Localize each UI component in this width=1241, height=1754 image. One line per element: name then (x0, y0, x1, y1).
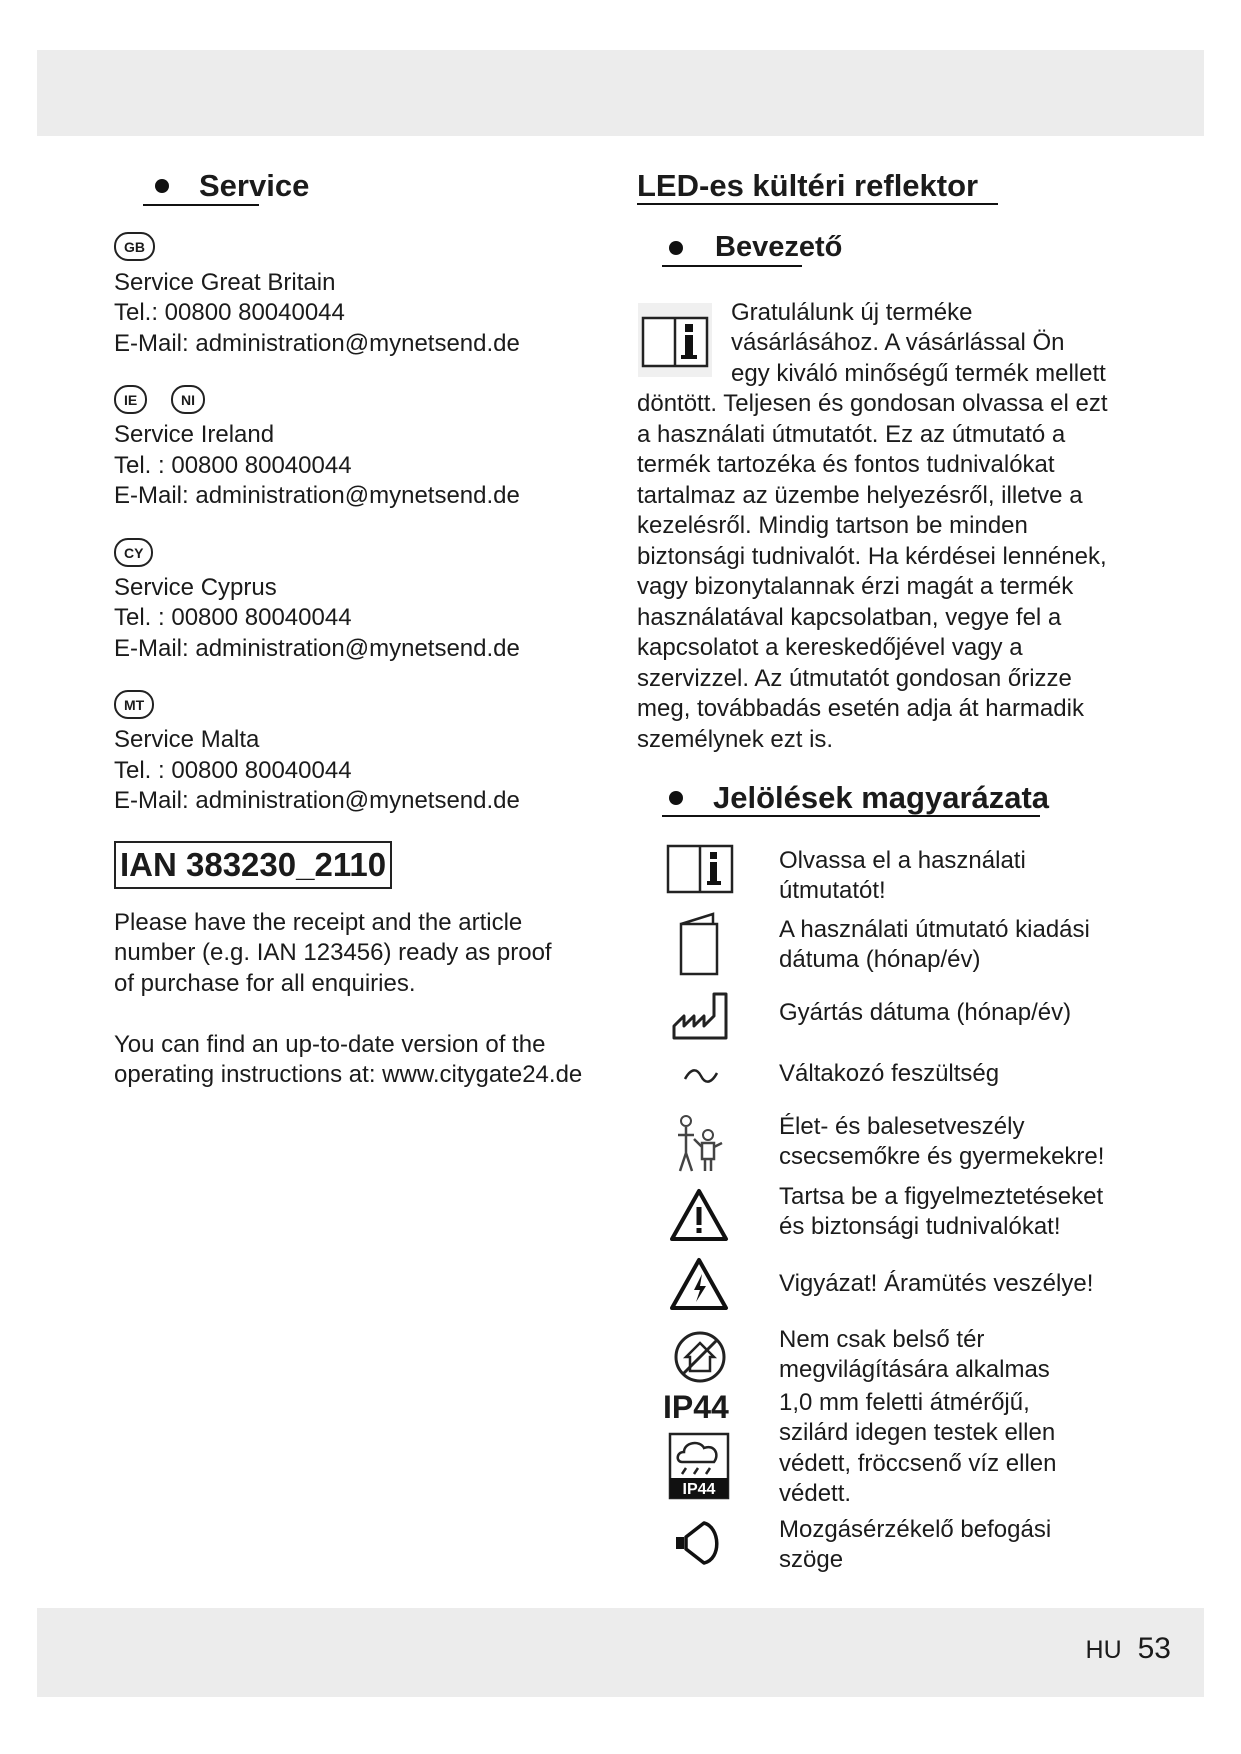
country-badge-cy: CY (114, 538, 153, 567)
service-tel-gb: Tel.: 00800 80040044 (114, 299, 345, 326)
receipt-line-1: Please have the receipt and the article (114, 909, 523, 936)
symbol-text: védett, fröccsenő víz ellen (779, 1450, 1057, 1477)
country-badge-mt: MT (114, 690, 154, 719)
service-email-gb: E-Mail: administration@mynetsend.de (114, 330, 520, 357)
service-name-mt: Service Malta (114, 726, 260, 753)
symbol-text: dátuma (hónap/év) (779, 946, 981, 973)
ip44-icon-label: IP44 (682, 1481, 716, 1498)
symbol-text: 1,0 mm feletti átmérőjű, (779, 1389, 1030, 1416)
intro-body-line: kezelésről. Mindig tartson be minden (637, 512, 1028, 539)
service-name-cy: Service Cyprus (114, 574, 277, 601)
motion-sensor-icon (672, 1517, 728, 1569)
symbol-text: Mozgásérzékelő befogási (779, 1516, 1052, 1543)
ian-number: IAN 383230_2110 (114, 841, 392, 889)
online-line-2: operating instructions at: www.citygate24.de (114, 1061, 583, 1088)
service-tel-mt: Tel. : 00800 80040044 (114, 757, 352, 784)
intro-body-line: döntött. Teljesen és gondosan olvassa el ezt (637, 390, 1108, 417)
book-info-icon (637, 302, 713, 378)
not-indoor-icon (672, 1329, 728, 1385)
intro-body-line: tartalmaz az üzembe helyezésről, illetve a (637, 482, 1083, 509)
symbol-text: megvilágítására alkalmas (779, 1356, 1050, 1383)
language-code: HU (1085, 1636, 1122, 1664)
intro-body-line: a használati útmutatót. Ez az útmutató a (637, 421, 1066, 448)
intro-body-line: használatával kapcsolatban, vegye fel a (637, 604, 1062, 631)
country-badge-gb: GB (114, 232, 155, 261)
intro-body-line: biztonsági tudnivalót. Ha kérdései lennének, (637, 543, 1107, 570)
intro-heading-underline (662, 265, 802, 267)
symbol-text: Élet- és balesetveszély (779, 1113, 1025, 1140)
service-email-ie: E-Mail: administration@mynetsend.de (114, 482, 520, 509)
symbols-heading: Jelölések magyarázata (669, 780, 1049, 816)
receipt-line-2: number (e.g. IAN 123456) ready as proof (114, 939, 552, 966)
intro-body-line: termék tartozéka és fontos tudnivalókat (637, 451, 1055, 478)
symbol-text: Vigyázat! Áramütés veszélye! (779, 1270, 1094, 1297)
intro-body-line: szervizzel. Az útmutatót gondosan őrizze (637, 665, 1072, 692)
bullet-dot (669, 241, 683, 255)
symbol-text: csecsemőkre és gyermekekre! (779, 1143, 1105, 1170)
manual-booklet-icon (675, 910, 723, 978)
service-tel-ie: Tel. : 00800 80040044 (114, 452, 352, 479)
intro-line-3: egy kiváló minőségű termék mellett (731, 360, 1106, 387)
intro-line-2: vásárlásához. A vásárlással Ön (731, 329, 1065, 356)
symbol-text: A használati útmutató kiadási (779, 916, 1090, 943)
symbol-text: Gyártás dátuma (hónap/év) (779, 999, 1072, 1026)
ip44-icon (668, 1432, 730, 1500)
service-name-ie: Service Ireland (114, 421, 275, 448)
warning-triangle-icon (668, 1187, 730, 1243)
page-number: 53 (1137, 1632, 1171, 1665)
service-tel-cy: Tel. : 00800 80040044 (114, 604, 352, 631)
ip44-label: IP44 (663, 1389, 729, 1425)
page-footer (1086, 1632, 1171, 1666)
bullet-dot (155, 179, 169, 193)
symbol-text: és biztonsági tudnivalókat! (779, 1213, 1061, 1240)
product-title-underline (637, 203, 998, 205)
symbol-text: Nem csak belső tér (779, 1326, 985, 1353)
symbols-heading-underline (662, 815, 1040, 817)
electric-shock-icon (668, 1256, 730, 1312)
header-band (37, 50, 1204, 136)
child-danger-icon (672, 1113, 728, 1175)
symbol-text: szilárd idegen testek ellen (779, 1419, 1056, 1446)
symbol-text: védett. (779, 1480, 852, 1507)
symbol-text: szöge (779, 1546, 844, 1573)
product-title: LED-es kültéri reflektor (637, 168, 979, 203)
footer-band (37, 1608, 1204, 1697)
online-line-1: You can find an up-to-date version of the (114, 1031, 546, 1058)
service-heading-underline (143, 204, 259, 206)
receipt-line-3: of purchase for all enquiries. (114, 970, 416, 997)
intro-body-line: kapcsolatot a kereskedőjével vagy a (637, 634, 1023, 661)
symbol-text: Olvassa el a használati (779, 847, 1026, 874)
country-badge-ie: IE (114, 385, 147, 414)
service-heading: Service (155, 168, 309, 204)
service-email-cy: E-Mail: administration@mynetsend.de (114, 635, 520, 662)
service-name-gb: Service Great Britain (114, 269, 336, 296)
bullet-dot (669, 791, 683, 805)
intro-heading: Bevezető (669, 231, 842, 264)
symbol-text: útmutatót! (779, 877, 886, 904)
intro-line-1: Gratulálunk új terméke (731, 299, 973, 326)
intro-body-line: meg, továbbadás esetén adja át harmadik (637, 695, 1084, 722)
service-email-mt: E-Mail: administration@mynetsend.de (114, 787, 520, 814)
ac-tilde-icon (681, 1066, 721, 1086)
symbol-text: Váltakozó feszültség (779, 1060, 1000, 1087)
factory-icon (670, 990, 732, 1042)
book-info-icon (665, 842, 735, 898)
symbol-text: Tartsa be a figyelmeztetéseket (779, 1183, 1104, 1210)
intro-body-line: személynek ezt is. (637, 726, 834, 753)
intro-body-line: vagy bizonytalannak érzi magát a termék (637, 573, 1074, 600)
country-badge-ni: NI (171, 385, 205, 414)
